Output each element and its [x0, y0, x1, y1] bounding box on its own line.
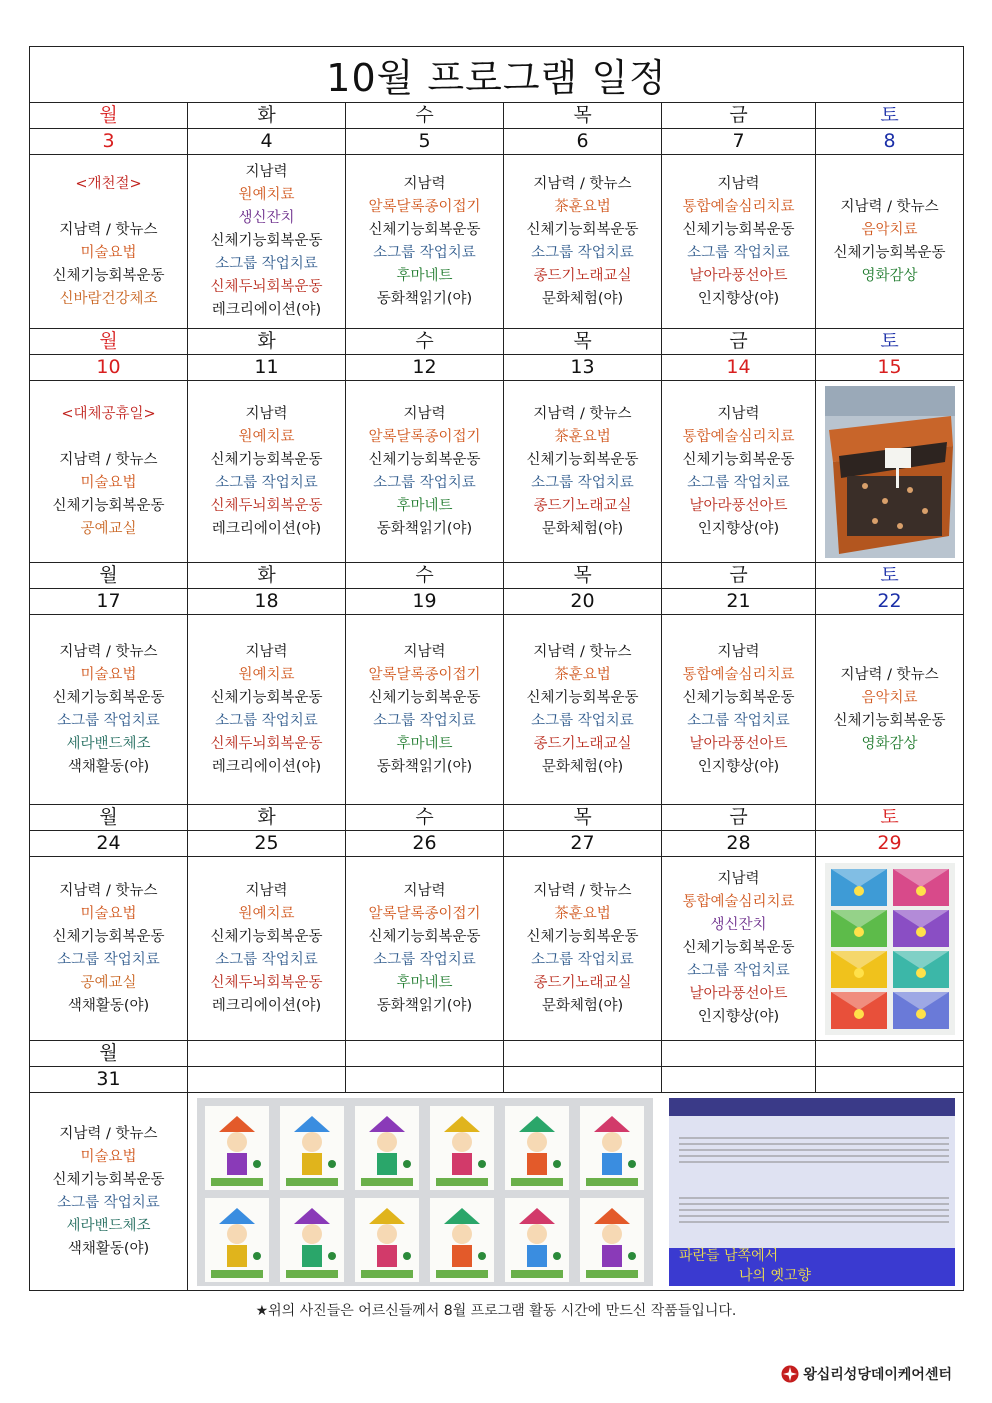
weekday-cell: 금 [662, 329, 816, 355]
program-cell [188, 857, 346, 1041]
program-item: 지남력 [245, 882, 288, 899]
program-item: 지남력 [403, 175, 446, 192]
footer-org [781, 1364, 952, 1384]
weekday-cell: 수 [346, 563, 504, 589]
program-item: 지남력 / 핫뉴스 [840, 666, 939, 683]
program-item: 동화책읽기(야) [376, 520, 473, 537]
date-cell: 12 [346, 355, 504, 381]
program-item: 인지향상(야) [697, 1009, 780, 1025]
program-item: 소그룹 작업치료 [57, 951, 160, 968]
program-item: 신체기능회복운동 [210, 689, 323, 706]
weekday-cell: 목 [504, 329, 662, 355]
program-item: 소그룹 작업치료 [531, 951, 634, 968]
program-cell [346, 155, 504, 329]
weekday-cell: 토 [816, 563, 964, 589]
karaoke-screen-photo [669, 1098, 955, 1286]
program-item: 지남력 / 핫뉴스 [59, 1125, 158, 1142]
program-item: 통합예술심리치료 [682, 666, 795, 683]
program-cell [816, 615, 964, 805]
program-item: 미술요법 [80, 1148, 137, 1165]
program-item: 지남력 [717, 643, 760, 660]
program-item: 날아라풍선아트 [689, 735, 788, 752]
program-item: 원예치료 [238, 666, 295, 683]
program-item: 신체기능회복운동 [526, 451, 639, 468]
weekday-cell: 화 [188, 103, 346, 129]
program-item: 공예교실 [80, 520, 137, 537]
program-cell [346, 857, 504, 1041]
program-item: 원예치료 [238, 187, 295, 203]
date-cell: 7 [662, 129, 816, 155]
date-cell: 10 [30, 355, 188, 381]
program-item: <대체공휴일> [61, 405, 156, 422]
program-item: 날아라풍선아트 [689, 497, 788, 514]
program-item: 신체기능회복운동 [52, 928, 165, 945]
program-item: 지남력 [403, 405, 446, 422]
date-cell: 29 [816, 831, 964, 857]
program-item [30, 426, 187, 449]
program-item: 후마네트 [396, 267, 453, 284]
program-cell [30, 155, 188, 329]
program-cell [816, 155, 964, 329]
program-row [30, 1093, 964, 1291]
program-item: 색채활동(야) [67, 997, 150, 1014]
date-cell: 21 [662, 589, 816, 615]
program-item: 영화감상 [861, 267, 918, 284]
program-item: 茶훈요법 [554, 198, 611, 215]
karaoke-line-2: 나의 옛고향 [739, 1267, 812, 1284]
program-item: 지남력 / 핫뉴스 [59, 221, 158, 238]
program-item: 원예치료 [238, 428, 295, 445]
program-cell [30, 1093, 188, 1291]
program-item: 통합예술심리치료 [682, 894, 795, 910]
program-item: 동화책읽기(야) [376, 290, 473, 307]
program-item: 지남력 / 핫뉴스 [533, 882, 632, 899]
program-row [30, 615, 964, 805]
weekday-cell: 월 [30, 563, 188, 589]
program-item: 신체기능회복운동 [682, 940, 795, 956]
empty-cell [816, 1041, 964, 1067]
program-item: 신체기능회복운동 [526, 221, 639, 238]
program-item: 종드기노래교실 [533, 735, 632, 752]
program-cell [504, 615, 662, 805]
empty-cell [346, 1041, 504, 1067]
program-item: 지남력 / 핫뉴스 [840, 198, 939, 215]
program-item: 지남력 [403, 882, 446, 899]
weekday-cell: 목 [504, 805, 662, 831]
program-item: 신체두뇌회복운동 [210, 497, 323, 514]
page-title: 10월 프로그램 일정 [30, 47, 964, 103]
program-item: 문화체험(야) [541, 758, 624, 775]
scarecrow-drawings-photo [197, 1098, 653, 1286]
program-item: 문화체험(야) [541, 520, 624, 537]
program-cell [816, 381, 964, 563]
date-row [30, 1067, 964, 1093]
program-item: 신체기능회복운동 [368, 451, 481, 468]
date-cell: 27 [504, 831, 662, 857]
program-item: 신체두뇌회복운동 [210, 974, 323, 991]
program-item: 소그룹 작업치료 [57, 1194, 160, 1211]
weekday-cell: 수 [346, 329, 504, 355]
program-item: 신체기능회복운동 [368, 928, 481, 945]
weekday-row [30, 1041, 964, 1067]
date-cell: 20 [504, 589, 662, 615]
program-item: 신체기능회복운동 [52, 267, 165, 284]
empty-cell [188, 1041, 346, 1067]
program-item: <개천절> [75, 175, 142, 192]
date-cell: 25 [188, 831, 346, 857]
program-item: 소그룹 작업치료 [687, 244, 790, 261]
program-item: 문화체험(야) [541, 290, 624, 307]
empty-cell [504, 1067, 662, 1093]
date-cell: 5 [346, 129, 504, 155]
program-item: 통합예술심리치료 [682, 198, 795, 215]
date-row [30, 355, 964, 381]
weekday-cell: 토 [816, 103, 964, 129]
program-item: 소그룹 작업치료 [373, 244, 476, 261]
program-item: 신체기능회복운동 [526, 928, 639, 945]
program-item: 종드기노래교실 [533, 974, 632, 991]
weekday-cell: 목 [504, 103, 662, 129]
program-item: 후마네트 [396, 497, 453, 514]
program-item: 후마네트 [396, 974, 453, 991]
program-cell [662, 857, 816, 1041]
date-cell: 28 [662, 831, 816, 857]
program-item: 원예치료 [238, 905, 295, 922]
program-item: 지남력 [245, 164, 288, 180]
program-item: 동화책읽기(야) [376, 997, 473, 1014]
weekday-cell: 토 [816, 805, 964, 831]
program-item: 색채활동(야) [67, 1240, 150, 1257]
program-item: 통합예술심리치료 [682, 428, 795, 445]
program-item: 생신잔치 [238, 210, 295, 226]
weekday-cell: 월 [30, 329, 188, 355]
paper-craft-photo [825, 863, 955, 1035]
program-item: 인지향상(야) [697, 290, 780, 307]
program-item: 종드기노래교실 [533, 497, 632, 514]
date-cell: 24 [30, 831, 188, 857]
program-item: 소그룹 작업치료 [531, 474, 634, 491]
program-item: 미술요법 [80, 244, 137, 261]
program-item: 지남력 [403, 643, 446, 660]
program-cell [504, 381, 662, 563]
program-item: 신체기능회복운동 [682, 451, 795, 468]
program-item: 소그룹 작업치료 [687, 712, 790, 729]
program-cell [662, 155, 816, 329]
program-item: 날아라풍선아트 [689, 267, 788, 284]
program-item: 지남력 / 핫뉴스 [59, 882, 158, 899]
program-item: 소그룹 작업치료 [215, 712, 318, 729]
program-cell [30, 857, 188, 1041]
program-item: 지남력 / 핫뉴스 [533, 175, 632, 192]
karaoke-line-1: 파란들 남쪽에서 [679, 1247, 779, 1264]
program-item: 레크리에이션(야) [211, 997, 322, 1014]
photo-cell [662, 1093, 964, 1291]
program-item: 지남력 [245, 643, 288, 660]
program-item: 미술요법 [80, 474, 137, 491]
program-item: 지남력 [717, 871, 760, 887]
program-item: 지남력 [245, 405, 288, 422]
empty-cell [662, 1067, 816, 1093]
program-item: 신체기능회복운동 [682, 221, 795, 238]
program-cell [30, 381, 188, 563]
program-cell [662, 615, 816, 805]
weekday-row [30, 329, 964, 355]
program-item: 신바람건강체조 [59, 290, 158, 307]
photo-cell [188, 1093, 662, 1291]
program-item: 영화감상 [861, 735, 918, 752]
program-cell [504, 857, 662, 1041]
program-item: 동화책읽기(야) [376, 758, 473, 775]
weekday-cell: 수 [346, 805, 504, 831]
empty-cell [816, 1067, 964, 1093]
weekday-cell: 금 [662, 103, 816, 129]
planter-photo [825, 386, 955, 558]
weekday-cell: 목 [504, 563, 662, 589]
program-item: 신체기능회복운동 [833, 244, 946, 261]
program-cell [346, 615, 504, 805]
empty-cell [346, 1067, 504, 1093]
date-cell: 8 [816, 129, 964, 155]
empty-cell [504, 1041, 662, 1067]
program-item: 소그룹 작업치료 [215, 256, 318, 272]
date-row [30, 831, 964, 857]
program-item: 종드기노래교실 [533, 267, 632, 284]
program-item: 날아라풍선아트 [689, 986, 788, 1002]
weekday-cell: 화 [188, 329, 346, 355]
weekday-cell: 월 [30, 805, 188, 831]
program-item: 세라밴드체조 [66, 1217, 151, 1234]
weekday-row [30, 563, 964, 589]
program-item: 소그룹 작업치료 [531, 244, 634, 261]
program-item: 신체기능회복운동 [833, 712, 946, 729]
org-name: 왕십리성당데이케어센터 [803, 1367, 952, 1383]
program-item: 신체기능회복운동 [210, 451, 323, 468]
date-cell: 14 [662, 355, 816, 381]
weekday-cell: 토 [816, 329, 964, 355]
program-item: 후마네트 [396, 735, 453, 752]
program-item: 지남력 / 핫뉴스 [533, 405, 632, 422]
weekday-cell: 화 [188, 805, 346, 831]
weekday-cell: 금 [662, 563, 816, 589]
program-cell [816, 857, 964, 1041]
program-item: 소그룹 작업치료 [215, 474, 318, 491]
program-item: 지남력 / 핫뉴스 [59, 451, 158, 468]
program-item: 소그룹 작업치료 [687, 474, 790, 491]
date-row [30, 129, 964, 155]
weekday-cell: 화 [188, 563, 346, 589]
weekday-cell: 월 [30, 103, 188, 129]
program-item: 레크리에이션(야) [211, 302, 322, 318]
program-item: 알록달록종이접기 [368, 666, 481, 683]
date-cell: 18 [188, 589, 346, 615]
program-item: 색채활동(야) [67, 758, 150, 775]
program-cell [188, 155, 346, 329]
date-cell: 31 [30, 1067, 188, 1093]
program-item: 신체기능회복운동 [52, 689, 165, 706]
program-item: 문화체험(야) [541, 997, 624, 1014]
program-item: 茶훈요법 [554, 666, 611, 683]
date-cell: 4 [188, 129, 346, 155]
program-item: 지남력 / 핫뉴스 [533, 643, 632, 660]
program-cell [662, 381, 816, 563]
program-item: 음악치료 [861, 689, 918, 706]
program-item: 미술요법 [80, 905, 137, 922]
program-item: 생신잔치 [710, 917, 767, 933]
program-item: 신체기능회복운동 [526, 689, 639, 706]
program-item: 지남력 [717, 175, 760, 192]
date-cell: 6 [504, 129, 662, 155]
date-row [30, 589, 964, 615]
photo-caption: ★위의 사진들은 어르신들께서 8월 프로그램 활동 시간에 만드신 작품들입니다. [255, 1303, 737, 1319]
program-cell [346, 381, 504, 563]
program-item: 알록달록종이접기 [368, 428, 481, 445]
program-row [30, 381, 964, 563]
program-item: 소그룹 작업치료 [373, 951, 476, 968]
cross-logo-icon [781, 1365, 799, 1383]
program-item: 신체기능회복운동 [368, 689, 481, 706]
program-item: 소그룹 작업치료 [57, 712, 160, 729]
program-item: 음악치료 [861, 221, 918, 238]
weekday-row [30, 805, 964, 831]
program-item: 茶훈요법 [554, 428, 611, 445]
program-item: 신체기능회복운동 [52, 1171, 165, 1188]
program-item: 레크리에이션(야) [211, 758, 322, 775]
weekday-cell: 금 [662, 805, 816, 831]
schedule-table [29, 46, 964, 1291]
program-item: 지남력 / 핫뉴스 [59, 643, 158, 660]
program-item: 신체기능회복운동 [682, 689, 795, 706]
program-cell [188, 381, 346, 563]
program-item: 세라밴드체조 [66, 735, 151, 752]
date-cell: 13 [504, 355, 662, 381]
date-cell: 22 [816, 589, 964, 615]
program-item: 인지향상(야) [697, 520, 780, 537]
program-cell [30, 615, 188, 805]
program-item: 신체기능회복운동 [368, 221, 481, 238]
program-item: 소그룹 작업치료 [687, 963, 790, 979]
date-cell: 19 [346, 589, 504, 615]
program-item: 신체기능회복운동 [52, 497, 165, 514]
program-item: 소그룹 작업치료 [373, 474, 476, 491]
program-item: 레크리에이션(야) [211, 520, 322, 537]
program-item [30, 196, 187, 219]
date-cell: 3 [30, 129, 188, 155]
date-cell: 26 [346, 831, 504, 857]
program-item: 신체기능회복운동 [210, 233, 323, 249]
program-item: 공예교실 [80, 974, 137, 991]
date-cell: 15 [816, 355, 964, 381]
date-cell: 17 [30, 589, 188, 615]
program-item: 소그룹 작업치료 [531, 712, 634, 729]
program-item: 미술요법 [80, 666, 137, 683]
date-cell: 11 [188, 355, 346, 381]
weekday-cell: 월 [30, 1041, 188, 1067]
program-item: 인지향상(야) [697, 758, 780, 775]
program-item: 소그룹 작업치료 [373, 712, 476, 729]
program-row [30, 155, 964, 329]
program-item: 茶훈요법 [554, 905, 611, 922]
program-cell [504, 155, 662, 329]
program-item: 신체두뇌회복운동 [210, 279, 323, 295]
empty-cell [188, 1067, 346, 1093]
program-cell [188, 615, 346, 805]
program-item: 신체두뇌회복운동 [210, 735, 323, 752]
program-item: 소그룹 작업치료 [215, 951, 318, 968]
program-item: 알록달록종이접기 [368, 198, 481, 215]
weekday-cell: 수 [346, 103, 504, 129]
program-row [30, 857, 964, 1041]
program-item: 신체기능회복운동 [210, 928, 323, 945]
weekday-row [30, 103, 964, 129]
program-item: 알록달록종이접기 [368, 905, 481, 922]
program-item: 지남력 [717, 405, 760, 422]
empty-cell [662, 1041, 816, 1067]
